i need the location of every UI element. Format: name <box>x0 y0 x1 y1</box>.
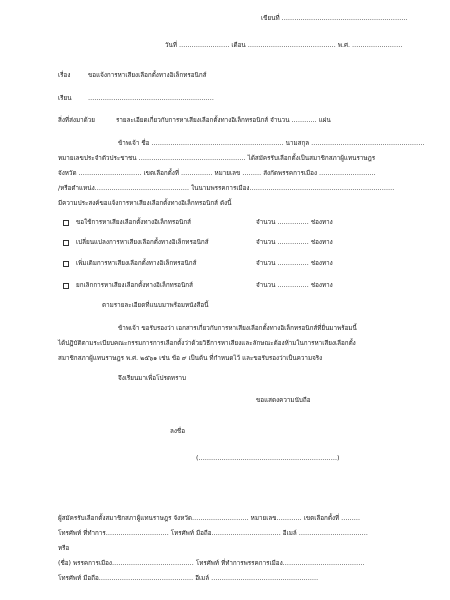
option-count-cancel: จำนวน …………… ช่องทาง <box>256 282 333 289</box>
certify-line-3: สมาชิกสภาผู้แทนราษฎร พ.ศ. ๒๕๖๑ เช่น ข้อ ๙ เป็นต้น ที่กำหนดไว้ และขอรับรองว่าเป็นความจริง <box>58 355 323 362</box>
option-count-change: จำนวน …………… ช่องทาง <box>256 239 333 246</box>
closing-inform: จึงเรียนมาเพื่อโปรดทราบ <box>118 375 186 382</box>
signature-name-line: (…………………………………………………………) <box>196 455 340 462</box>
applicant-name-line: ข้าพเจ้า ชื่อ ……………………………………………………… นามสกุล ……………………………………………… <box>118 140 425 147</box>
option-checkbox-add[interactable] <box>63 261 69 267</box>
certify-line-2: ได้ปฏิบัติตามระเบียบคณะกรรมการการเลือกตั้งว่าด้วยวิธีการหาเสียงและลักษณะต้องห้ามในการหาเสียงเลือกตั้ง <box>58 340 356 347</box>
option-count-request: จำนวน …………… ช่องทาง <box>256 219 333 226</box>
option-label-add: เพิ่มเติมการหาเสียงเลือกตั้งทางอิเล็กทรอนิกส์ <box>76 260 197 267</box>
closing-regards: ขอแสดงความนับถือ <box>256 397 311 404</box>
id-number-line: หมายเลขประจำตัวประชาชน …………………………………………… ได้สมัครรับเลือกตั้งเป็นสมาชิกสภาผู้แทนราษฎร <box>58 155 376 162</box>
intent-line: มีความประสงค์ขอแจ้งการหาเสียงเลือกตั้งทางอิเล็กทรอนิกส์ ดังนี้ <box>58 200 232 207</box>
option-count-add: จำนวน …………… ช่องทาง <box>256 260 333 267</box>
written-at-line: เขียนที่ …………………………………………………… <box>261 15 408 22</box>
footer-party-line: (ชื่อ) พรรคการเมือง………………………………… โทรศัพท์ ที่ทำการพรรคการเมือง………………………………… <box>58 560 365 567</box>
subject-label: เรื่อง <box>58 72 71 79</box>
to-line: …………………………………………………… <box>88 95 214 102</box>
attachment-text: รายละเอียดเกี่ยวกับการหาเสียงเลือกตั้งทางอิเล็กทรอนิกส์ จำนวน ………… แผ่น <box>116 117 331 124</box>
position-line: /หรือตำแหน่ง……………………………………… ในนามพรรคการเมือง…………………………………………………………… <box>58 185 395 192</box>
to-label: เรียน <box>58 95 72 102</box>
option-label-change: เปลี่ยนแปลงการหาเสียงเลือกตั้งทางอิเล็กทรอนิกส์ <box>76 239 209 246</box>
attachment-label: สิ่งที่ส่งมาด้วย <box>58 117 95 124</box>
footer-or: หรือ <box>58 545 70 552</box>
footer-candidate-line: ผู้สมัครรับเลือกตั้งสมาชิกสภาผู้แทนราษฎร จังหวัด……………………… หมายเลข………… เขตเลือกตั้งที่ ……… <box>58 515 361 522</box>
footer-phone-line: โทรศัพท์ ที่ทำการ………………………… โทรศัพท์ มือถือ…………………………… อีเมล์ …………………………… <box>58 530 368 537</box>
signature-label: ลงชื่อ <box>170 428 185 435</box>
details-note: ตามรายละเอียดที่แนบมาพร้อมหนังสือนี้ <box>102 302 209 309</box>
option-label-request: ขอใช้การหาเสียงเลือกตั้งทางอิเล็กทรอนิกส์ <box>76 219 192 226</box>
province-line: จังหวัด ………………………… เขตเลือกตั้งที่ …………… หมายเลข ……… สังกัดพรรคการเมือง ……………………… <box>58 170 376 177</box>
footer-mobile-line: โทรศัพท์ มือถือ……………………………………… อีเมล์ …………………………………………… <box>58 575 319 582</box>
option-checkbox-change[interactable] <box>63 240 69 246</box>
subject-text: ขอแจ้งการหาเสียงเลือกตั้งทางอิเล็กทรอนิกส์ <box>88 72 207 79</box>
option-checkbox-request[interactable] <box>63 220 69 226</box>
option-label-cancel: ยกเลิกการหาเสียงเลือกตั้งทางอิเล็กทรอนิกส์ <box>76 282 193 289</box>
certify-line-1: ข้าพเจ้า ขอรับรองว่า เอกสารเกี่ยวกับการหาเสียงเลือกตั้งทางอิเล็กทรอนิกส์ที่ยื่นมาพร้อมนี้ <box>118 325 357 332</box>
option-checkbox-cancel[interactable] <box>63 283 69 289</box>
date-line: วันที่ …………………… เดือน …………………………………… พ.ศ. …………………… <box>165 42 403 49</box>
